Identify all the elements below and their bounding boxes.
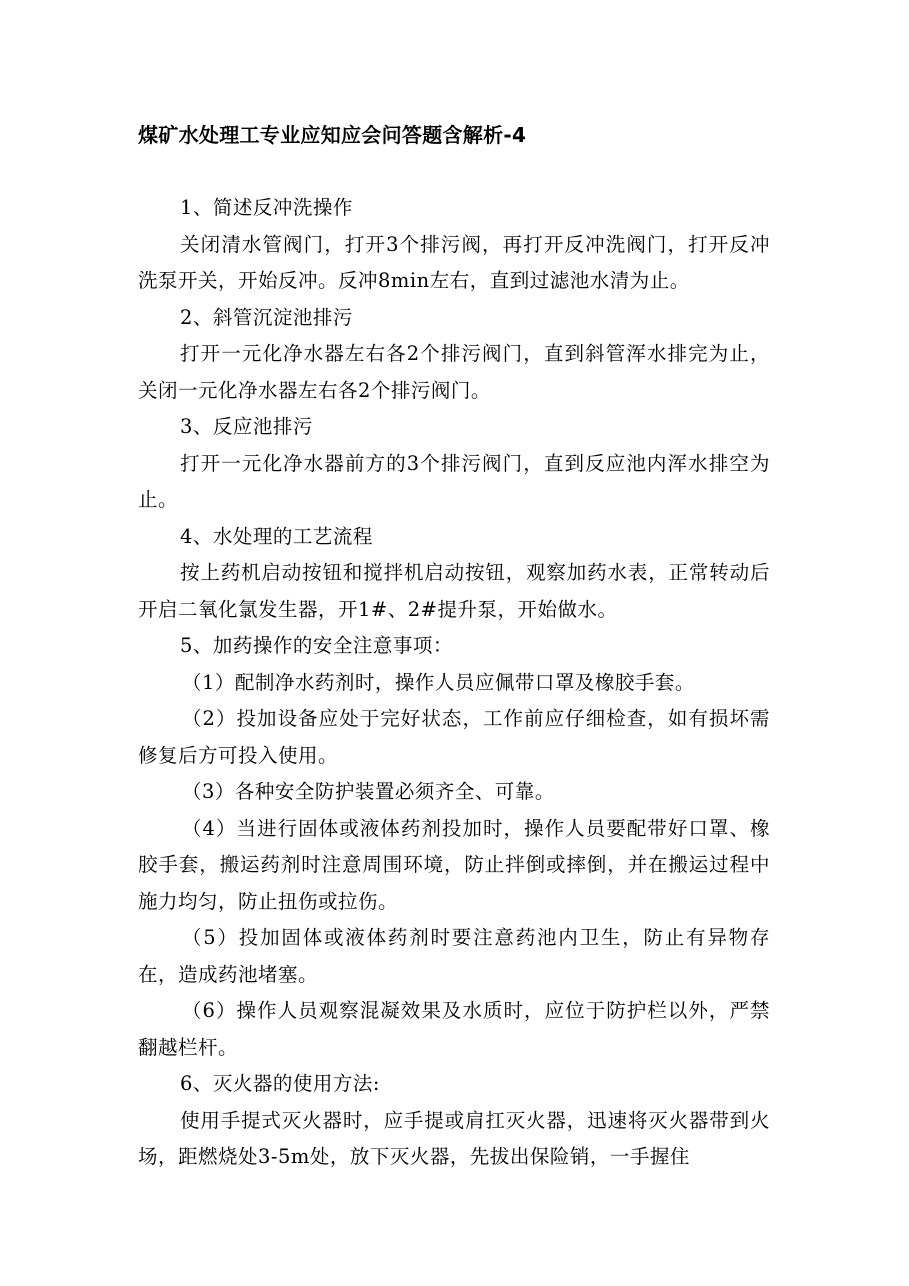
question-heading-2: 2、斜管沉淀池排污 xyxy=(180,305,353,329)
safety-item-2: （2）投加设备应处于完好状态，工作前应仔细检查，如有损坏需修复后方可投入使用。 xyxy=(138,707,770,767)
safety-item-4: （4）当进行固体或液体药剂投加时，操作人员要配带好口罩、橡胶手套，搬运药剂时注意周围环境，防止拌倒或摔倒，并在搬运过程中施力均匀，防止扭伤或拉伤。 xyxy=(138,816,770,913)
answer-paragraph-3: 打开一元化净水器前方的3个排污阀门，直到反应池内浑水排空为止。 xyxy=(138,451,770,511)
answer-paragraph-1: 关闭清水管阀门，打开3个排污阀，再打开反冲洗阀门，打开反冲洗泵开关，开始反冲。反冲8min左右，直到过滤池水清为止。 xyxy=(138,232,770,292)
question-heading-5: 5、加药操作的安全注意事项： xyxy=(180,634,453,657)
question-heading-1: 1、简述反冲洗操作 xyxy=(180,196,353,219)
answer-paragraph-4: 按上药机启动按钮和搅拌机启动按钮，观察加药水表，正常转动后开启二氧化氯发生器，开1#、2#提升泵，开始做水。 xyxy=(138,561,770,621)
safety-item-6: （6）操作人员观察混凝效果及水质时，应位于防护栏以外，严禁翻越栏杆。 xyxy=(138,999,770,1059)
question-heading-4: 4、水处理的工艺流程 xyxy=(180,524,373,548)
question-heading-3: 3、反应池排污 xyxy=(180,415,313,438)
answer-paragraph-6: 使用手提式灭火器时，应手提或肩扛灭火器，迅速将灭火器带到火场，距燃烧处3-5m处，放下灭火器，先拔出保险销，一手握住 xyxy=(138,1108,770,1168)
answer-paragraph-2: 打开一元化净水器左右各2个排污阀门，直到斜管浑水排完为止，关闭一元化净水器左右各2个排污阀门。 xyxy=(138,342,770,402)
safety-item-1: （1）配制净水药剂时，操作人员应佩带口罩及橡胶手套。 xyxy=(182,670,695,694)
question-heading-6: 6、灭火器的使用方法: xyxy=(180,1072,380,1095)
safety-item-5: （5）投加固体或液体药剂时要注意药池内卫生，防止有异物存在，造成药池堵塞。 xyxy=(138,926,770,986)
safety-item-3: （3）各种安全防护装置必须齐全、可靠。 xyxy=(182,780,555,803)
document-title: 煤矿水处理工专业应知应会问答题含解析-4 xyxy=(138,123,527,147)
document-body xyxy=(138,190,770,1176)
